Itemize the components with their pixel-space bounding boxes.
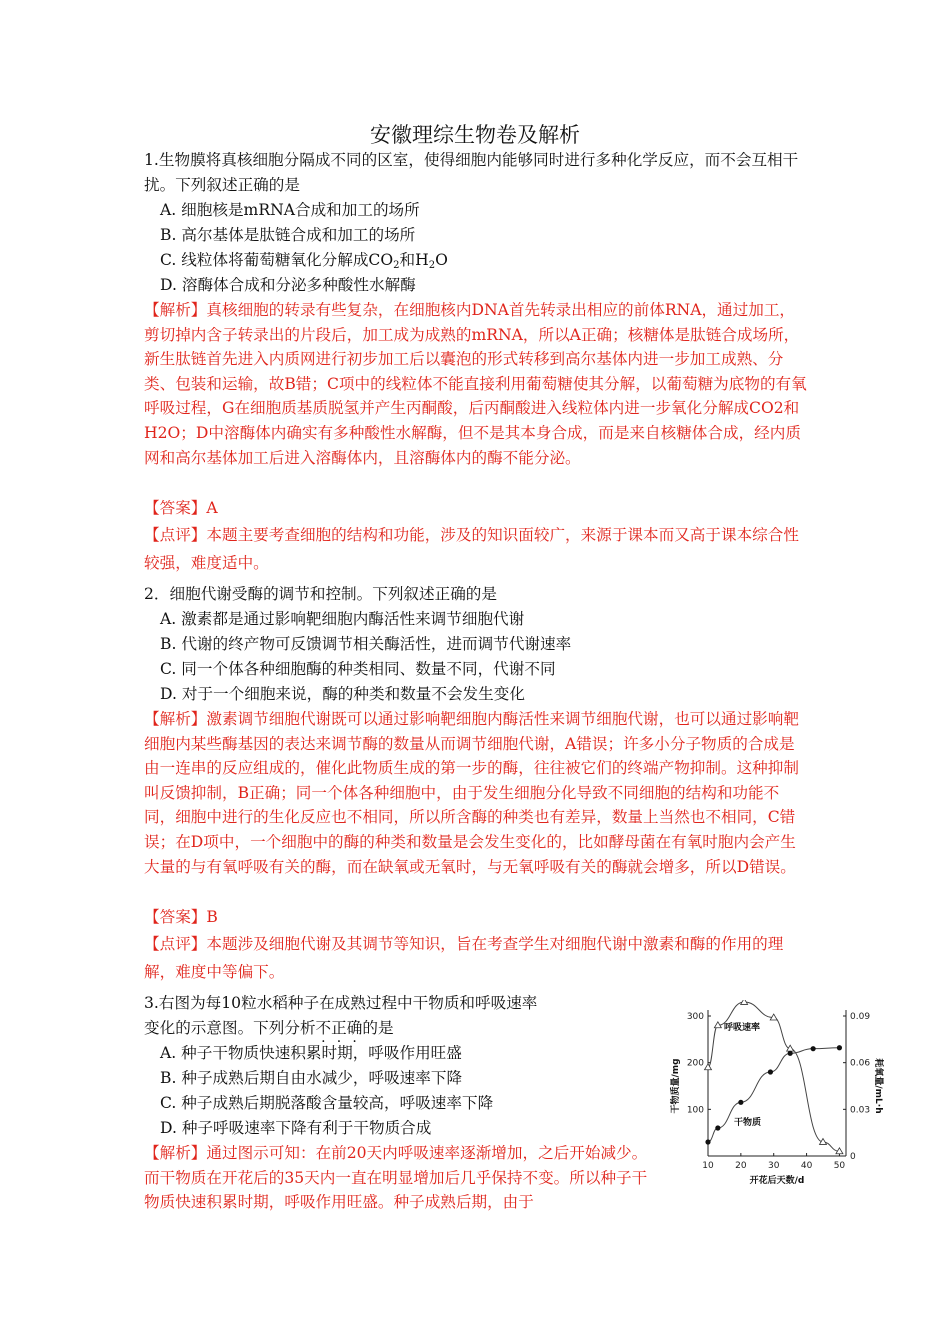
series-label-respiration: 呼吸速率 bbox=[724, 1023, 761, 1033]
respiration-point bbox=[705, 1064, 712, 1070]
q3-stem-line2: 变化的示意图。下列分析不正确的是 bbox=[144, 1019, 394, 1037]
q2-option-b: B. 代谢的终产物可反馈调节相关酶活性，进而调节代谢速率 bbox=[160, 635, 572, 653]
q2-option-d: D. 对于一个细胞来说，酶的种类和数量不会发生变化 bbox=[160, 685, 525, 703]
y-right-tick-label: 0.03 bbox=[850, 1105, 871, 1116]
series-label-dry-matter: 干物质 bbox=[734, 1118, 762, 1128]
x-tick-label: 30 bbox=[767, 1161, 780, 1171]
dry-matter-point bbox=[768, 1069, 773, 1074]
x-axis-label: 开花后天数/d bbox=[749, 1176, 805, 1186]
x-tick-label: 10 bbox=[702, 1161, 714, 1171]
q2-analysis: 【解析】激素调节细胞代谢既可以通过影响靶细胞内酶活性来调节细胞代谢，也可以通过影响靶细胞内某些酶基因的表达来调节酶的数量从而调节细胞代谢，A错误；许多小分子物质的合成是由一连串的反应组成的，催化此物质生成的第一步的酶，往往被它们的终端产物抑制。这种抑制叫反馈抑制，B正确；同一个体各种细胞中，由于发生细胞分化导致不同细胞的结构和功能不同，细胞中进行的生化反应也不相同，所以所含酶的种类也有差异，数量上当然也不相同，C错误；在D项中，一个细胞中的酶的种类和数量是会发生变化的，比如酵母菌在有氧时胞内会产生大量的与有氧呼吸有关的酶，而在缺氧或无氧时，与无氧呼吸有关的酶就会增多，所以D错误。 bbox=[144, 710, 799, 876]
y-right-tick-label: 0 bbox=[850, 1152, 856, 1162]
dry-matter-point bbox=[738, 1100, 743, 1105]
q1-option-b: B. 高尔基体是肽链合成和加工的场所 bbox=[160, 226, 416, 244]
y-left-tick-label: 300 bbox=[686, 1012, 704, 1022]
q1-analysis: 【解析】真核细胞的转录有些复杂，在细胞核内DNA首先转录出相应的前体RNA，通过加工，剪切掉内含子转录出的片段后，加工成为成熟的mRNA，所以A正确；核糖体是肽链合成场所，新生肽链首先进入内质网进行初步加工后以囊泡的形式转移到高尔基体内进一步加工成熟、分类、包装和运输，故B错；C项中的线粒体不能直接利用葡萄糖使其分解，以葡萄糖为底物的有氧呼吸过程，G在细胞质基质脱氢并产生丙酮酸，后丙酮酸进入线粒体内进一步氧化分解成CO2和H2O；D中溶酶体内确实有多种酸性水解酶，但不是其本身合成，而是来自核糖体合成，经内质网和高尔基体加工后进入溶酶体内，且溶酶体内的酶不能分泌。 bbox=[144, 301, 807, 467]
q1-option-a: A. 细胞核是mRNA合成和加工的场所 bbox=[160, 201, 420, 219]
y-axis-right-label: 耗氧量/mL·h bbox=[873, 1058, 883, 1114]
q1-answer: 【答案】A bbox=[144, 499, 218, 517]
y-left-tick-label: 200 bbox=[686, 1058, 704, 1069]
q1-stem: 1.生物膜将真核细胞分隔成不同的区室，使得细胞内能够同时进行多种化学反应，而不会互相干扰。下列叙述正确的是 bbox=[144, 151, 799, 194]
x-tick-label: 50 bbox=[833, 1161, 846, 1171]
q2-stem: 2．细胞代谢受酶的调节和控制。下列叙述正确的是 bbox=[144, 585, 497, 603]
page-title: 安徽理综生物卷及解析 bbox=[370, 123, 580, 147]
q3-stem-line1: 3.右图为每10粒水稻种子在成熟过程中干物质和呼吸速率 bbox=[144, 994, 538, 1012]
dry-matter-point bbox=[837, 1045, 842, 1050]
y-left-tick-label: 100 bbox=[686, 1105, 704, 1116]
dry-matter-point bbox=[705, 1139, 710, 1144]
q3-analysis: 【解析】通过图示可知：在前20天内呼吸速率逐渐增加，之后开始减少。而干物质在开花后的35天内一直在明显增加后几乎保持不变。所以种子干物质快速积累时期，呼吸作用旺盛。种子成熟后期，由于 bbox=[144, 1144, 648, 1212]
dry-matter-point bbox=[788, 1051, 793, 1056]
dry-matter-point bbox=[715, 1125, 720, 1130]
q2-option-c: C. 同一个体各种细胞酶的种类相同、数量不同，代谢不同 bbox=[160, 660, 556, 678]
q3-option-d: D. 种子呼吸速率下降有利于干物质合成 bbox=[160, 1119, 432, 1137]
q2-option-a: A. 激素都是通过影响靶细胞内酶活性来调节细胞代谢 bbox=[160, 610, 525, 628]
q3-option-a: A. 种子干物质快速积累时期，呼吸作用旺盛 bbox=[160, 1044, 462, 1062]
q1-option-c: C. 线粒体将葡萄糖氧化分解成$CO_2$和$H_2O$ bbox=[160, 251, 448, 271]
q1-comment: 【点评】本题主要考查细胞的结构和功能，涉及的知识面较广，来源于课本而又高于课本综合性较强，难度适中。 bbox=[144, 526, 799, 572]
series-line-2 bbox=[708, 1048, 839, 1142]
y-right-tick-label: 0.06 bbox=[850, 1058, 871, 1069]
y-axis-left-label: 干物质量/mg bbox=[671, 1058, 681, 1114]
seed-maturation-chart bbox=[664, 1000, 884, 1200]
q2-answer: 【答案】B bbox=[144, 908, 218, 926]
q3-option-b: B. 种子成熟后期自由水减少，呼吸速率下降 bbox=[160, 1069, 463, 1087]
q2-comment: 【点评】本题涉及细胞代谢及其调节等知识，旨在考查学生对细胞代谢中激素和酶的作用的理解，难度中等偏下。 bbox=[144, 935, 784, 981]
dry-matter-point bbox=[811, 1046, 816, 1051]
q3-option-c: C. 种子成熟后期脱落酸含量较高，呼吸速率下降 bbox=[160, 1094, 494, 1112]
respiration-point bbox=[741, 1000, 748, 1004]
x-tick-label: 40 bbox=[800, 1161, 813, 1171]
y-right-tick-label: 0.09 bbox=[850, 1012, 871, 1022]
x-tick-label: 20 bbox=[735, 1161, 747, 1171]
q1-option-d: D. 溶酶体合成和分泌多种酸性水解酶 bbox=[160, 276, 416, 294]
